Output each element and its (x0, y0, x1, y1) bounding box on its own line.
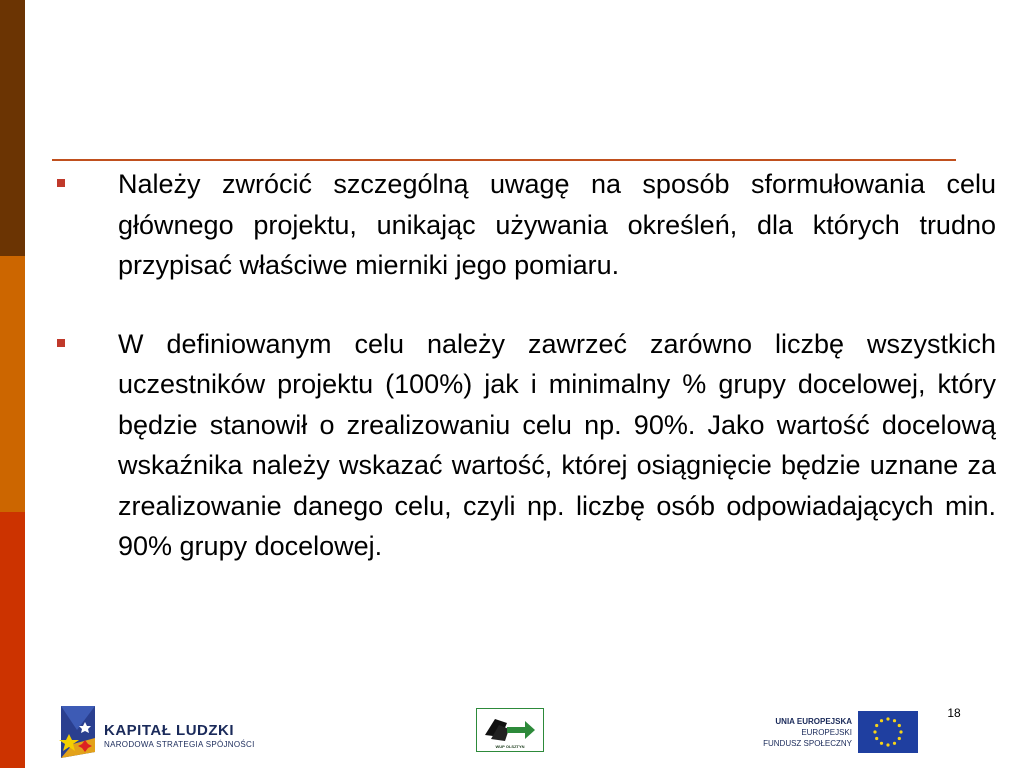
eu-caption (760, 716, 852, 749)
bullet-item (52, 324, 996, 567)
wup-olsztyn-logo (476, 708, 544, 752)
eu-flag-icon (858, 711, 918, 753)
slide-body (52, 164, 996, 605)
side-stripe-top (0, 0, 25, 256)
eu-caption-line3: FUNDUSZ SPOŁECZNY (763, 739, 852, 748)
wup-olsztyn-label: WUP OLSZTYN (495, 744, 525, 749)
eu-caption-line2: EUROPEJSKI (801, 728, 852, 737)
square-bullet-icon (57, 179, 65, 187)
bullet-text: W definiowanym celu należy zawrzeć zarówno liczbę wszystkich uczestników projektu (100%) jak i minimalny % grupy docelowej, który będzie stanowił o zrealizowaniu celu np. 90%. Jako wartość docelową wskaźnika należy wskazać wartość, której osiągnięcie będzie uznane za zrealizowanie danego celu, czyli np. liczbę osób odpowiadających min. 90% grupy docelowej. (118, 328, 996, 561)
bullet-text: Należy zwrócić szczególną uwagę na sposób sformułowania celu głównego projektu, unikając używania określeń, dla których trudno przypisać właściwe mierniki jego pomiaru. (118, 169, 996, 280)
title-rule (52, 159, 956, 161)
eu-caption-line1: UNIA EUROPEJSKA (775, 717, 852, 726)
wup-olsztyn-emblem-icon (477, 709, 543, 745)
page-number: 18 (947, 706, 961, 720)
kapital-ludzki-subtitle: NARODOWA STRATEGIA SPÓJNOŚCI (104, 740, 255, 749)
side-stripe-middle (0, 256, 25, 512)
square-bullet-icon (57, 339, 65, 347)
bullet-item (52, 164, 996, 286)
kapital-ludzki-title: KAPITAŁ LUDZKI (104, 722, 235, 739)
